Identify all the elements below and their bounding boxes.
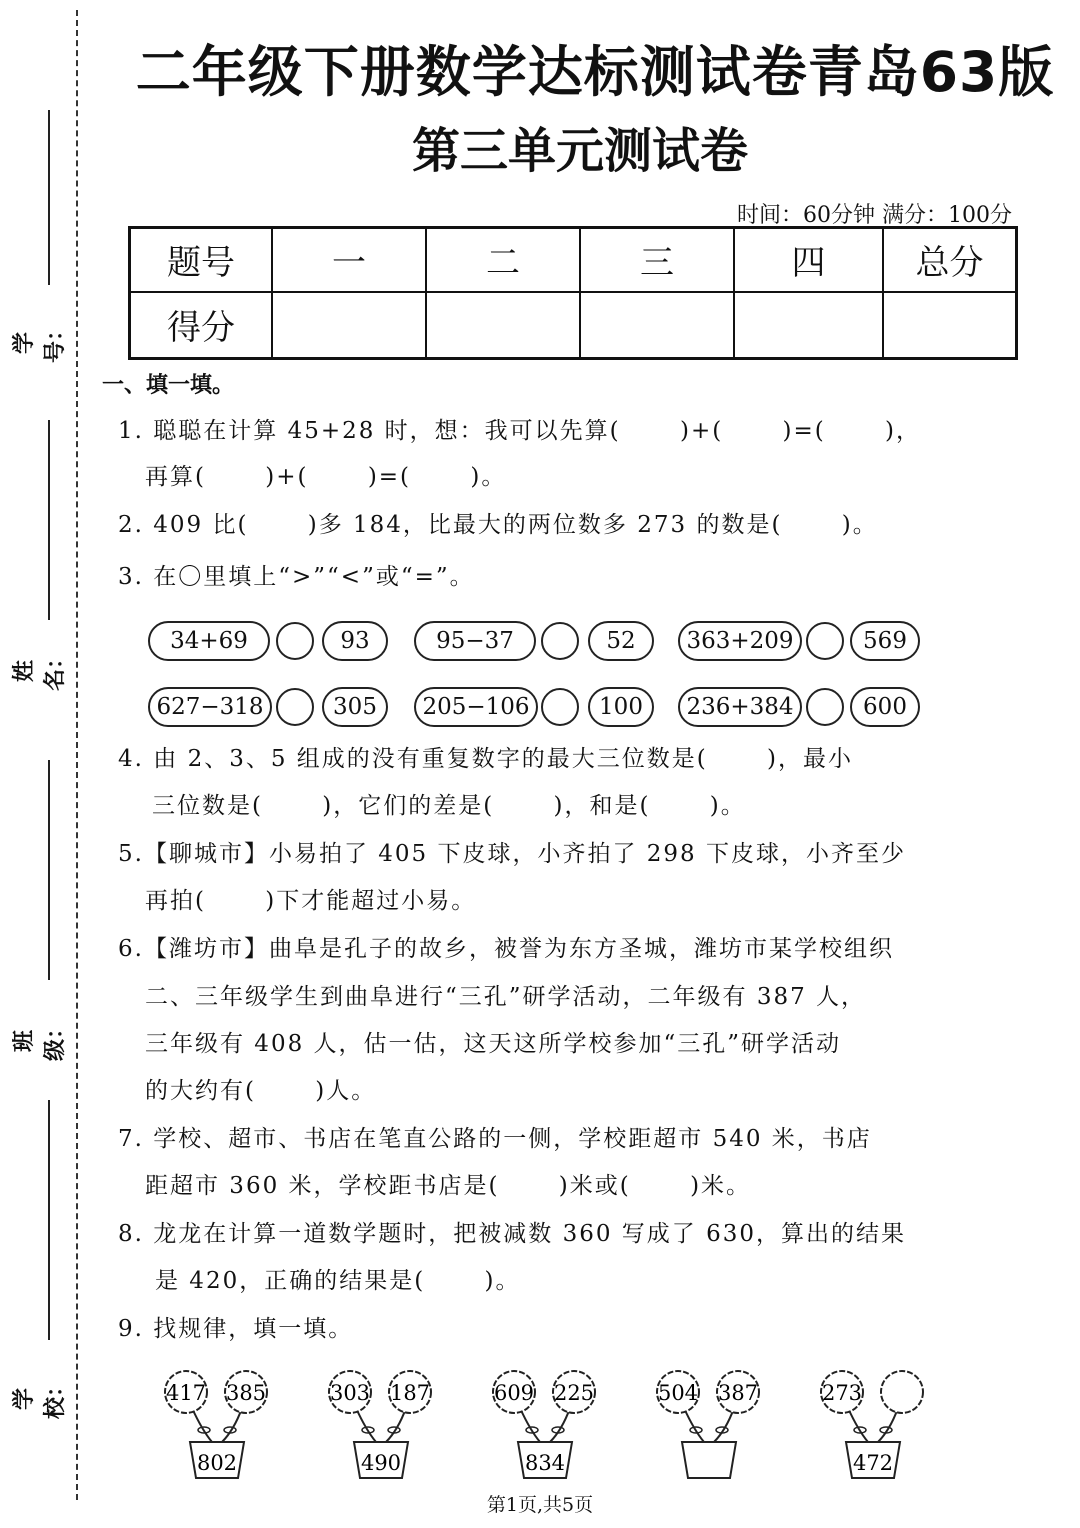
- school-label: 学校：: [12, 1374, 68, 1419]
- score-table-score-row: [130, 292, 1017, 359]
- name-label: 姓名：: [12, 646, 68, 691]
- comparison-value: 93: [322, 621, 388, 661]
- comparison-circle[interactable]: [541, 622, 579, 660]
- student-id-label: 学号：: [12, 318, 68, 363]
- flower-right-head: [881, 1371, 923, 1413]
- question-5-line-2: 再拍( )下才能超过小易。: [145, 888, 477, 914]
- question-6-line-1: 6.【潍坊市】曲阜是孔子的故乡，被誉为东方圣城，潍坊市某学校组织: [118, 936, 894, 962]
- flower-pot: [165, 1371, 267, 1478]
- page-footer: 第1页,共5页: [486, 1494, 594, 1516]
- flower-pot: [493, 1371, 595, 1478]
- question-7-line-2: 距超市 360 米，学校距书店是( )米或( )米。: [145, 1173, 752, 1199]
- score-table: [128, 226, 1018, 360]
- score-row-label: 得分: [130, 292, 273, 359]
- pot-number: 834: [524, 1451, 566, 1475]
- comparison-expression: 205−106: [414, 687, 538, 727]
- page-subtitle: 第三单元测试卷: [411, 123, 748, 179]
- flower-stem: [714, 1408, 734, 1442]
- page-title: 二年级下册数学达标测试卷青岛63版: [135, 40, 1055, 104]
- comparison-expression: 236+384: [678, 687, 802, 727]
- question-6-line-2: 二、三年级学生到曲阜进行“三孔”研学活动，二年级有 387 人，: [145, 984, 867, 1010]
- question-8-line-1: 8. 龙龙在计算一道数学题时，把被减数 360 写成了 630，算出的结果: [118, 1221, 906, 1247]
- flower-stem: [520, 1408, 540, 1442]
- score-input-cell[interactable]: [734, 292, 883, 359]
- flower-pot: [657, 1371, 759, 1478]
- flower-right-number: 225: [553, 1381, 595, 1405]
- class-line: [48, 760, 50, 980]
- flower-right-number: 187: [389, 1381, 431, 1405]
- score-table-header-row: [130, 228, 1017, 292]
- score-table-cell: 题号: [130, 228, 273, 292]
- score-table-cell: 二: [426, 228, 580, 292]
- binding-dashed-line: [76, 10, 78, 1500]
- pot-number: 472: [852, 1451, 894, 1475]
- flower-pot: [821, 1371, 923, 1478]
- question-6-line-3: 三年级有 408 人，估一估，这天这所学校参加“三孔”研学活动: [145, 1031, 842, 1057]
- flower-left-number: 273: [821, 1381, 863, 1405]
- flower-left-number: 609: [493, 1381, 535, 1405]
- flower-left-number: 504: [657, 1381, 699, 1405]
- question-5-line-1: 5.【聊城市】小易拍了 405 下皮球，小齐拍了 298 下皮球，小齐至少: [118, 841, 906, 867]
- section-heading: 一、填一填。: [102, 373, 235, 398]
- flower-left-number: 303: [329, 1381, 371, 1405]
- comparison-value: 569: [850, 621, 920, 661]
- flower-stem: [550, 1408, 570, 1442]
- comparison-expression: 363+209: [678, 621, 802, 661]
- comparison-circle[interactable]: [806, 622, 844, 660]
- question-9: 9. 找规律，填一填。: [118, 1316, 354, 1342]
- comparison-expression: 627−318: [148, 687, 272, 727]
- flower-stem: [192, 1408, 212, 1442]
- score-input-cell[interactable]: [883, 292, 1017, 359]
- question-6-line-4: 的大约有( )人。: [145, 1078, 377, 1104]
- score-input-cell[interactable]: [426, 292, 580, 359]
- class-label: 班级：: [12, 1016, 68, 1061]
- flower-left-number: 417: [165, 1381, 207, 1405]
- flower-stem: [356, 1408, 376, 1442]
- student-id-line: [48, 110, 50, 285]
- comparison-circle[interactable]: [806, 688, 844, 726]
- pot-number: 490: [360, 1451, 402, 1475]
- flower-right-number: 385: [225, 1381, 267, 1405]
- comparison-expression: 95−37: [414, 621, 536, 661]
- question-8-line-2: 是 420，正确的结果是( )。: [155, 1268, 521, 1294]
- question-4-line-2: 三位数是( )，它们的差是( )，和是( )。: [152, 793, 746, 819]
- pot-number: 802: [196, 1451, 238, 1475]
- question-4-line-1: 4. 由 2、3、5 组成的没有重复数字的最大三位数是( )，最小: [118, 746, 854, 772]
- flower-right-number: 387: [717, 1381, 759, 1405]
- school-line: [48, 1100, 50, 1340]
- flower-pot: [329, 1371, 431, 1478]
- question-7-line-1: 7. 学校、超市、书店在笔直公路的一侧，学校距超市 540 米，书店: [118, 1126, 872, 1152]
- comparison-circle[interactable]: [276, 688, 314, 726]
- comparison-circle[interactable]: [276, 622, 314, 660]
- question-1-line-1: 1. 聪聪在计算 45+28 时，想：我可以先算( )+( )=( )，: [118, 418, 921, 444]
- comparison-value: 100: [588, 687, 654, 727]
- exam-meta: 时间：60分钟 满分：100分: [737, 203, 1012, 228]
- flower-stem: [878, 1408, 898, 1442]
- question-1-line-2: 再算( )+( )=( )。: [145, 464, 507, 490]
- score-table-cell: 一: [272, 228, 426, 292]
- flower-stem: [848, 1408, 868, 1442]
- pot-body: [682, 1442, 736, 1478]
- comparison-value: 52: [588, 621, 654, 661]
- question-2: 2. 409 比( )多 184，比最大的两位数多 273 的数是( )。: [118, 512, 878, 538]
- flower-stem: [386, 1408, 406, 1442]
- comparison-value: 305: [322, 687, 388, 727]
- question-3: 3. 在〇里填上“>”“<”或“=”。: [118, 564, 475, 590]
- score-input-cell[interactable]: [580, 292, 734, 359]
- score-table-cell: 三: [580, 228, 734, 292]
- flower-stem: [222, 1408, 242, 1442]
- score-table-cell: 四: [734, 228, 883, 292]
- flower-pots-figure: [140, 1370, 960, 1480]
- score-table-cell: 总分: [883, 228, 1017, 292]
- comparison-value: 600: [850, 687, 920, 727]
- score-input-cell[interactable]: [272, 292, 426, 359]
- comparison-expression: 34+69: [148, 621, 270, 661]
- name-line: [48, 420, 50, 620]
- comparison-circle[interactable]: [541, 688, 579, 726]
- flower-stem: [684, 1408, 704, 1442]
